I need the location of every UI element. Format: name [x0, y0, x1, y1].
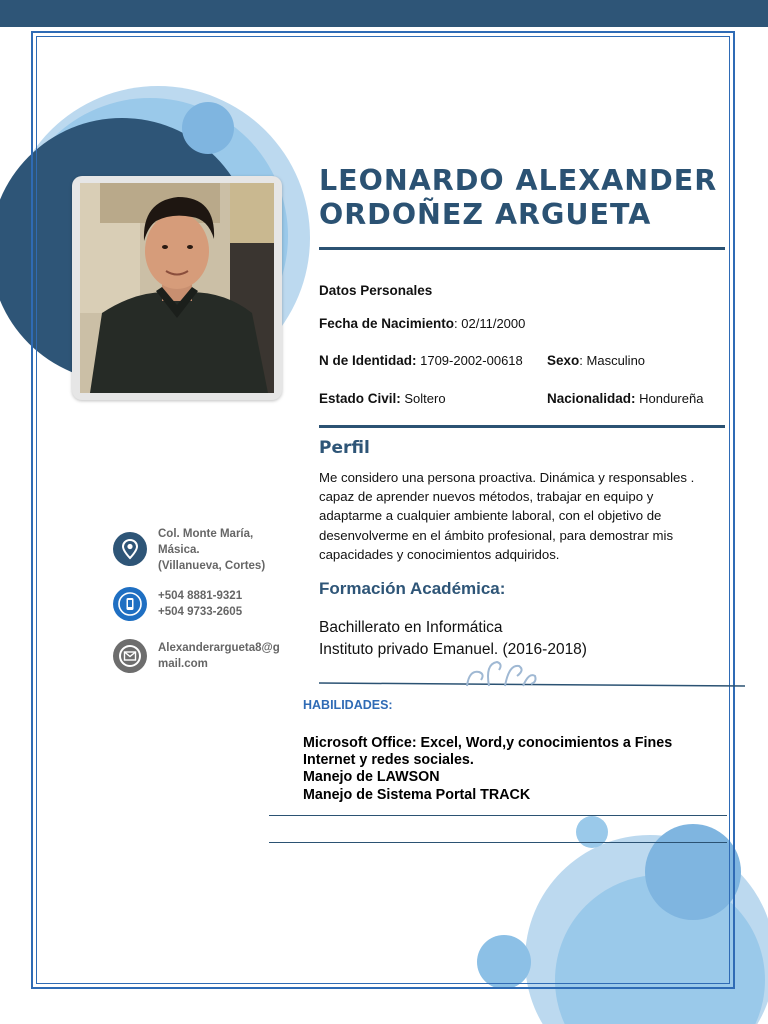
full-name [319, 164, 739, 232]
nationality-label: Nacionalidad: [547, 391, 636, 406]
name-divider [319, 247, 725, 250]
education-title: Formación Académica: [319, 579, 506, 598]
civil-value: Soltero [400, 391, 446, 406]
skill-item: Microsoft Office: Excel, Word,y conocimientos a Fines [303, 735, 673, 751]
id-value: 1709-2002-00618 [416, 353, 523, 368]
skill-item: Manejo de Sistema Portal TRACK [303, 787, 531, 803]
email-line-1: Alexanderargueta8@g [158, 642, 280, 654]
sex-label: Sexo [547, 353, 580, 368]
birth-value: : 02/11/2000 [454, 316, 526, 331]
skill-item: Manejo de LAWSON [303, 769, 440, 785]
address-line-3: (Villanueva, Cortes) [158, 560, 266, 572]
personal-section-title [319, 283, 432, 298]
id-number [319, 353, 523, 368]
location-pin-icon [113, 532, 147, 566]
personal-divider [319, 425, 725, 428]
profile-photo [80, 183, 274, 393]
perfil-text: Me considero una persona proactiva. Dinámica y responsables . capaz de aprender nuevos métodos, trabajar en equipo y adaptarme a cualquier ambiente laboral, con el objetivo de desenvolverme en el ámbito profesional, para demostrar mis capacidades y conocimientos adquiridos. [319, 470, 695, 562]
nationality-value: Hondureña [635, 391, 704, 406]
ornament-divider [319, 656, 745, 696]
skill-item: Internet y redes sociales. [303, 752, 474, 768]
phone-2: +504 9733-2605 [158, 606, 243, 618]
sex-value: : Masculino [579, 353, 646, 368]
personal-title-text: Datos Personales [319, 283, 433, 298]
address-line-2: Másica. [158, 544, 200, 556]
civil-status [319, 391, 446, 406]
address-line-1: Col. Monte María, [158, 528, 254, 540]
perfil-title: Perfil [319, 438, 370, 458]
email-icon [113, 639, 147, 673]
contact-email[interactable] [158, 640, 280, 672]
birth-label: Fecha de Nacimiento [319, 316, 455, 331]
contact-address [158, 526, 265, 574]
name-line-2: ORDOÑEZ ARGUETA [319, 198, 652, 231]
birth-date [319, 316, 525, 331]
name-line-1: LEONARDO ALEXANDER [319, 164, 718, 197]
skills-divider-2 [269, 842, 727, 843]
contact-phones [158, 588, 242, 620]
skills-title: HABILIDADES: [303, 698, 393, 712]
nationality [547, 391, 703, 406]
phone-1: +504 8881-9321 [158, 590, 243, 602]
education-degree: Bachillerato en Informática [319, 619, 503, 636]
civil-label: Estado Civil: [319, 391, 401, 406]
email-line-2: mail.com [158, 658, 208, 670]
phone-icon [113, 587, 147, 621]
education-school: Instituto privado Emanuel. (2016-2018) [319, 641, 587, 658]
flourish-ornament-icon [467, 662, 536, 686]
sex [547, 353, 645, 368]
skills-divider-1 [269, 815, 727, 816]
id-label: N de Identidad: [319, 353, 417, 368]
